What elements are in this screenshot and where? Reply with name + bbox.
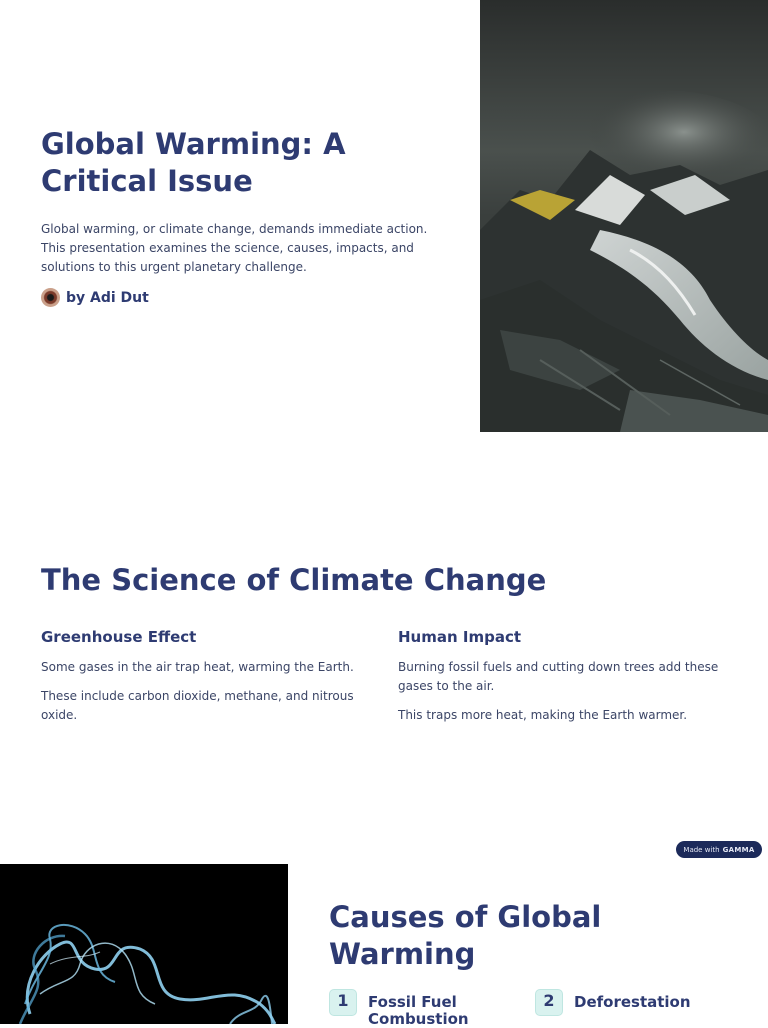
cause-label: Deforestation xyxy=(574,993,691,1011)
section-title: Causes of Global Warming xyxy=(329,900,602,971)
made-with-gamma-badge[interactable] xyxy=(676,841,762,858)
greenhouse-effect-column xyxy=(41,628,371,735)
title-slide xyxy=(0,0,768,432)
column-paragraph: Burning fossil fuels and cutting down trees add these gases to the air. xyxy=(398,660,719,693)
human-impact-column xyxy=(398,628,728,735)
slide-intro-text: Global warming, or climate change, demands immediate action. This presentation examines the science, causes, impacts, and solutions to this urgent planetary challenge. xyxy=(41,222,428,274)
column-heading: Human Impact xyxy=(398,628,522,646)
slide-title: Global Warming: A Critical Issue xyxy=(41,127,346,198)
cause-item xyxy=(535,989,714,1016)
section-title: The Science of Climate Change xyxy=(41,563,547,597)
glacier-mountain-image xyxy=(480,0,768,432)
smoke-image xyxy=(0,864,288,1024)
column-paragraph: These include carbon dioxide, methane, and nitrous oxide. xyxy=(41,689,354,722)
cause-number: 1 xyxy=(329,989,357,1016)
cause-number: 2 xyxy=(535,989,563,1016)
author-name: by Adi Dut xyxy=(66,289,149,306)
column-paragraph: This traps more heat, making the Earth warmer. xyxy=(398,708,688,722)
author-credit xyxy=(41,288,149,307)
author-avatar xyxy=(41,288,60,307)
cause-item xyxy=(329,989,508,1028)
badge-prefix: Made with xyxy=(683,845,720,854)
cause-label: Fossil Fuel Combustion xyxy=(368,993,469,1028)
badge-brand: GAMMA xyxy=(722,845,755,854)
column-paragraph: Some gases in the air trap heat, warming the Earth. xyxy=(41,660,354,674)
column-heading: Greenhouse Effect xyxy=(41,628,197,646)
